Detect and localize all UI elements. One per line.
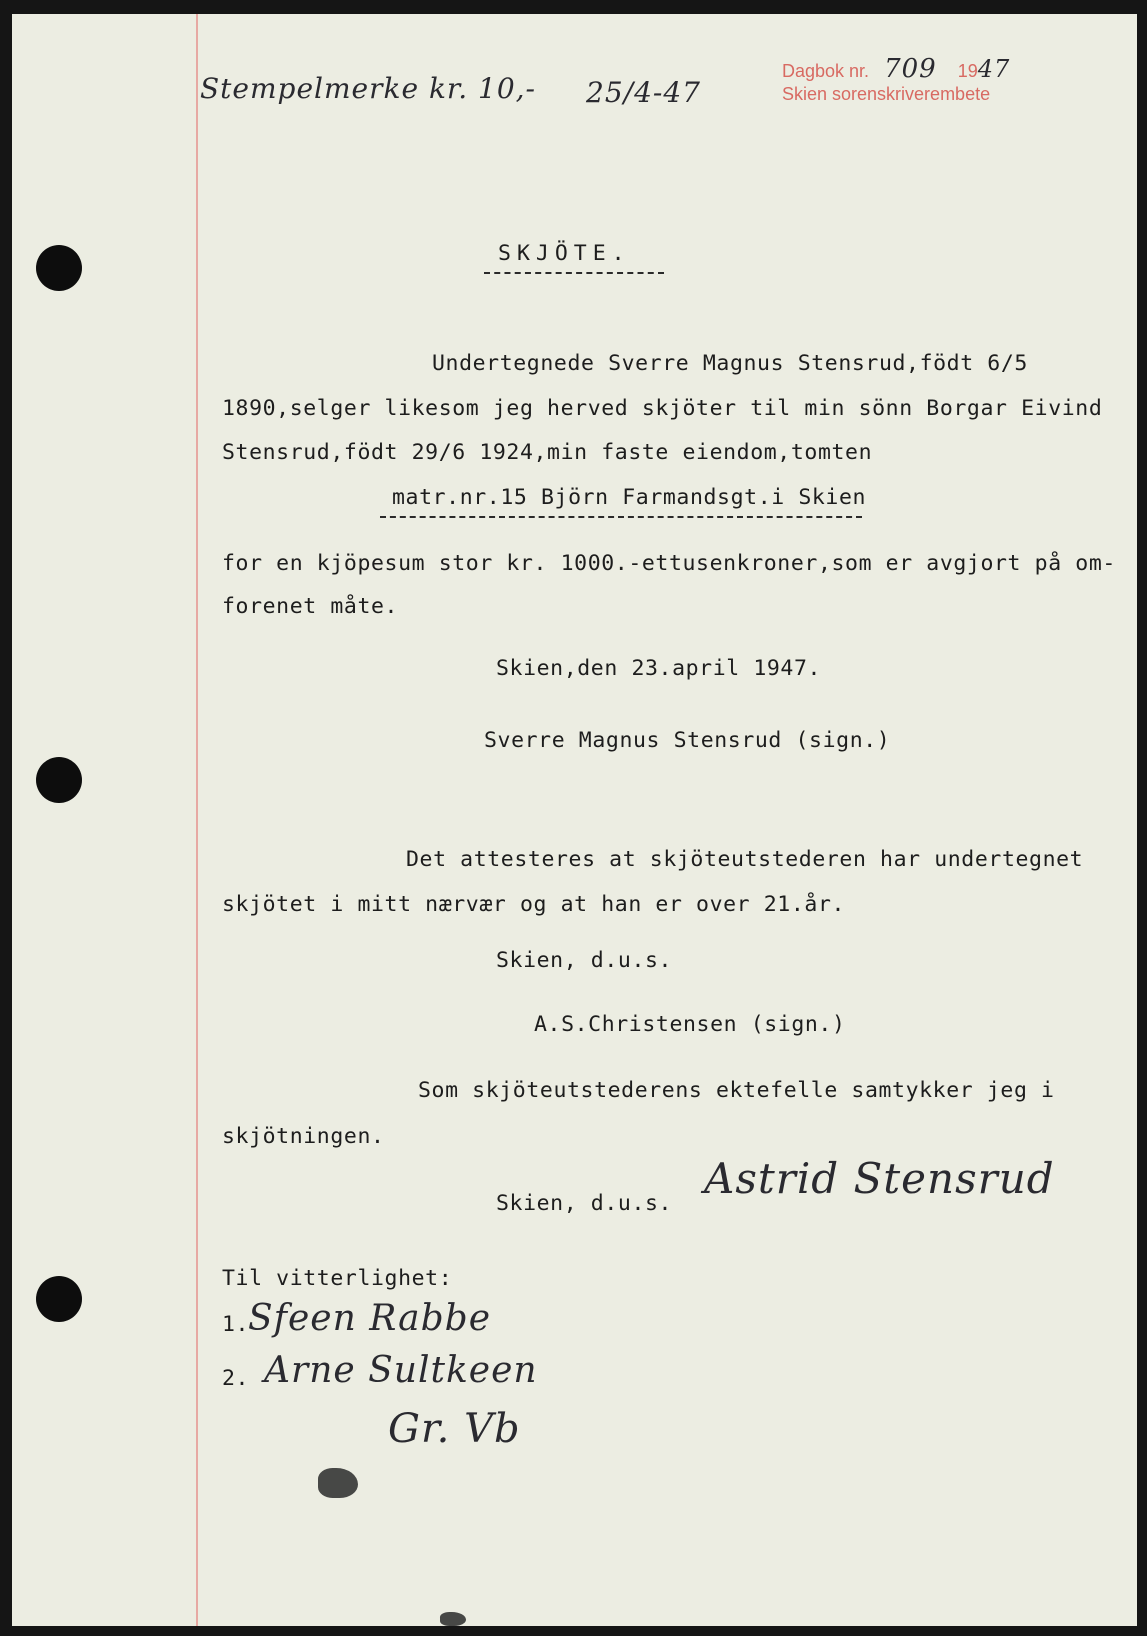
- stamp-year-prefix: 19: [957, 61, 978, 81]
- witness-handwritten-signature: Sfeen Rabbe: [248, 1298, 492, 1339]
- ink-smudge: [440, 1612, 466, 1626]
- spouse-handwritten-signature: Astrid Stensrud: [704, 1154, 1055, 1203]
- attester-signature: A.S.Christensen (sign.): [534, 1012, 846, 1037]
- witness-heading: Til vitterlighet:: [222, 1266, 453, 1291]
- initials: Gr. Vb: [388, 1406, 521, 1452]
- paragraph-line: for en kjöpesum stor kr. 1000.-ettusenkroner,som er avgjort på om-: [222, 551, 1116, 576]
- title-underline: [484, 272, 664, 274]
- dus-line: Skien, d.u.s.: [496, 1191, 673, 1216]
- paragraph-line: Stensrud,födt 29/6 1924,min faste eiendom,tomten: [222, 440, 873, 465]
- document-title: SKJÖTE.: [498, 241, 631, 266]
- paragraph-line: Det attesteres at skjöteutstederen har undertegnet: [406, 847, 1084, 872]
- punch-hole: [36, 757, 82, 803]
- property-description: matr.nr.15 Björn Farmandsgt.i Skien: [392, 485, 867, 510]
- paragraph-line: Som skjöteutstederens ektefelle samtykker jeg i: [418, 1078, 1055, 1103]
- paragraph-line: Undertegnede Sverre Magnus Stensrud,födt 6/5: [432, 351, 1028, 376]
- ink-smudge: [318, 1468, 358, 1498]
- margin-line: [196, 14, 198, 1626]
- witness-handwritten-signature: Arne Sultkeen: [264, 1350, 538, 1391]
- punch-hole: [36, 245, 82, 291]
- handwritten-stamp-note: Stempelmerke kr. 10,-: [200, 72, 537, 105]
- paragraph-line: skjötet i mitt nærvær og at han er over 21.år.: [222, 892, 846, 917]
- document-page: [12, 14, 1137, 1626]
- place-date: Skien,den 23.april 1947.: [496, 656, 822, 681]
- dus-line: Skien, d.u.s.: [496, 948, 673, 973]
- stamp-number: 709: [884, 54, 937, 84]
- stamp-year-suffix: 47: [977, 55, 1011, 83]
- witness-number: 1.: [222, 1312, 250, 1337]
- punch-hole: [36, 1276, 82, 1322]
- stamp-label: Dagbok nr.: [782, 61, 870, 81]
- witness-number: 2.: [222, 1366, 250, 1391]
- paragraph-line: forenet måte.: [222, 594, 399, 619]
- stamp-office: Skien sorenskriverembete: [782, 84, 991, 104]
- seller-signature: Sverre Magnus Stensrud (sign.): [484, 728, 891, 753]
- paragraph-line: 1890,selger likesom jeg herved skjöter til min sönn Borgar Eivind: [222, 396, 1103, 421]
- handwritten-date: 25/4-47: [586, 76, 701, 109]
- journal-stamp: [782, 54, 1010, 84]
- paragraph-line: skjötningen.: [222, 1124, 385, 1149]
- property-underline: [380, 516, 862, 518]
